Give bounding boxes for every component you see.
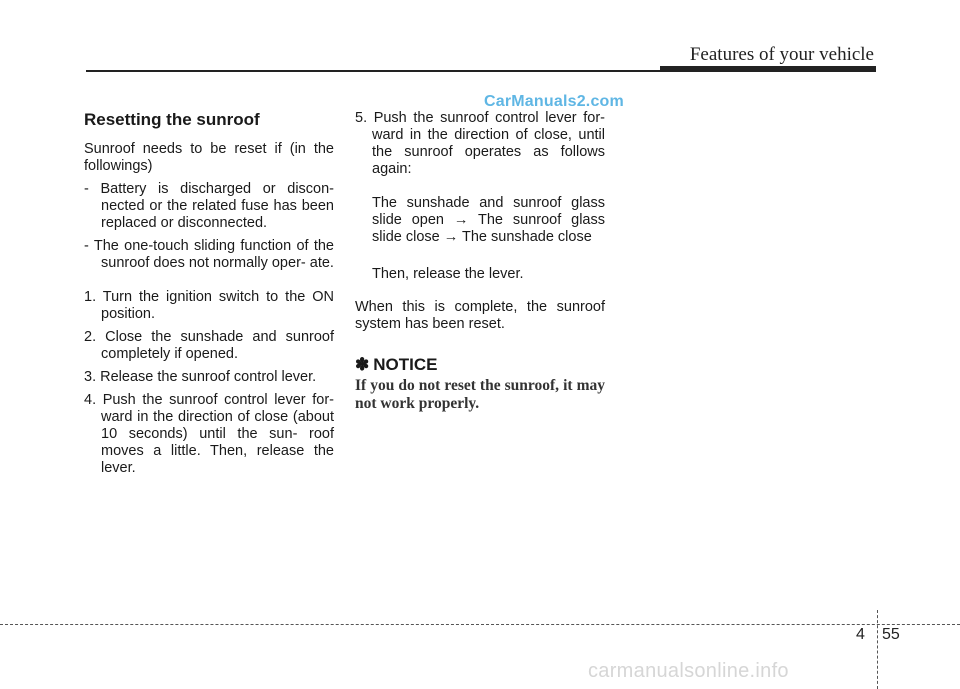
chapter-number: 4 bbox=[856, 626, 865, 643]
asterisk-icon: ✽ bbox=[355, 355, 370, 374]
footer-watermark: carmanualsonline.info bbox=[588, 660, 789, 682]
intro-paragraph: Sunroof needs to be reset if (in the followings) bbox=[84, 141, 334, 174]
left-column bbox=[84, 110, 334, 477]
step-item: 3. Release the sunroof control lever. bbox=[84, 369, 317, 385]
step-item: 2. Close the sunshade and sunroof completely if opened. bbox=[84, 329, 334, 362]
notice-heading bbox=[355, 355, 605, 375]
section-heading: Resetting the sunroof bbox=[84, 110, 260, 129]
footer-page-divider bbox=[877, 610, 878, 689]
step-item: 1. Turn the ignition switch to the ON position. bbox=[84, 289, 334, 322]
notice-body: If you do not reset the sunroof, it may not work properly. bbox=[355, 377, 605, 412]
sequence-paragraph: The sunshade and sunroof glass slide open → The sunroof glass slide close → The sunshade close bbox=[372, 195, 605, 245]
step-item: 5. Push the sunroof control lever for- ward in the direction of close, until the sunroof operates as follows again: bbox=[355, 110, 605, 177]
section-title: Features of your vehicle bbox=[689, 44, 874, 65]
page-number: 55 bbox=[882, 626, 900, 643]
notice-title: NOTICE bbox=[373, 355, 438, 374]
release-paragraph: Then, release the lever. bbox=[372, 266, 524, 282]
step-item: 4. Push the sunroof control lever for- ward in the direction of close (about 10 seconds) until the sun- roof moves a little. Then, release the lever. bbox=[84, 392, 334, 476]
watermark-link[interactable]: CarManuals2.com bbox=[484, 93, 624, 110]
condition-item: - Battery is discharged or discon- nected or the related fuse has been replaced or disconnected. bbox=[84, 181, 334, 231]
right-column bbox=[355, 110, 605, 413]
footer-divider bbox=[0, 624, 960, 625]
complete-paragraph: When this is complete, the sunroof system has been reset. bbox=[355, 299, 605, 332]
condition-item: - The one-touch sliding function of the sunroof does not normally oper- ate. bbox=[84, 238, 334, 271]
header-rule-accent bbox=[660, 66, 876, 72]
